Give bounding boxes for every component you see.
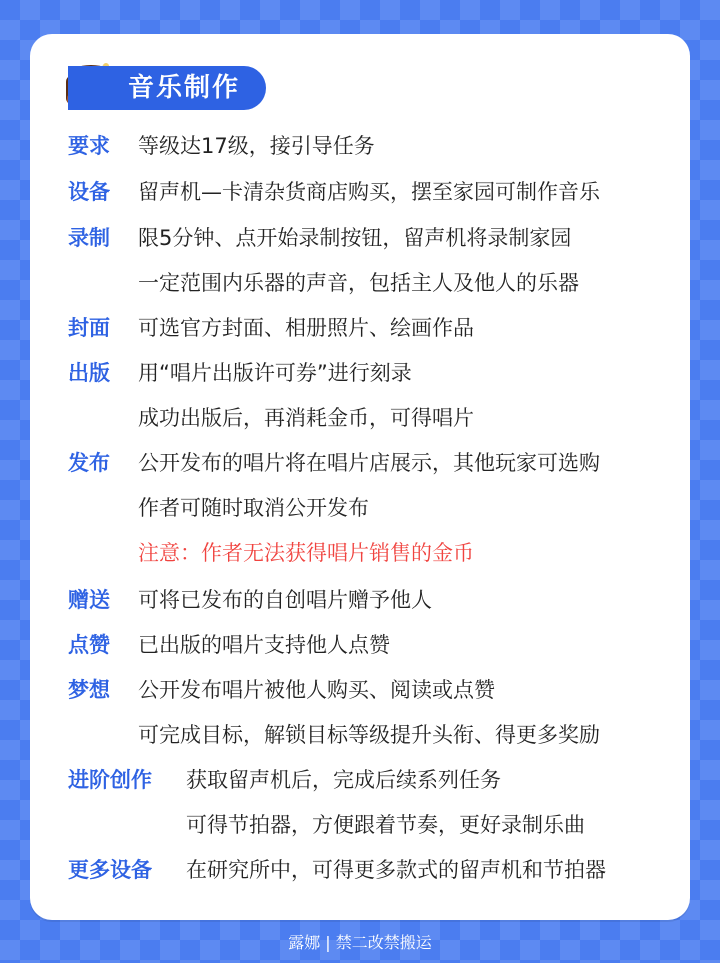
rule-text: 留声机—卡清杂货商店购买，摆至家园可制作音乐 bbox=[138, 180, 600, 204]
rule-text: 成功出版后，再消耗金币，可得唱片 bbox=[138, 406, 474, 430]
rule-text: 作者可随时取消公开发布 bbox=[138, 496, 369, 520]
rule-label: 梦想 bbox=[68, 678, 110, 702]
rule-label: 进阶创作 bbox=[68, 768, 152, 792]
rule-label: 要求 bbox=[68, 134, 110, 158]
rule-text: 可完成目标，解锁目标等级提升头衔、得更多奖励 bbox=[138, 723, 600, 747]
rule-text: 获取留声机后，完成后续系列任务 bbox=[186, 768, 501, 792]
rule-text: 可选官方封面、相册照片、绘画作品 bbox=[138, 316, 474, 340]
rule-label: 发布 bbox=[68, 451, 110, 475]
rule-text: 公开发布的唱片将在唱片店展示，其他玩家可选购 bbox=[138, 451, 600, 475]
rule-text: 已出版的唱片支持他人点赞 bbox=[138, 633, 390, 657]
warning-note: 注意：作者无法获得唱片销售的金币 bbox=[138, 541, 474, 565]
rule-text: 等级达17级，接引导任务 bbox=[138, 134, 375, 158]
page-title: 音乐制作 bbox=[68, 66, 266, 110]
rule-text: 限5分钟、点开始录制按钮，留声机将录制家园 bbox=[138, 226, 572, 250]
rule-label: 赠送 bbox=[68, 588, 110, 612]
rule-text: 一定范围内乐器的声音，包括主人及他人的乐器 bbox=[138, 271, 579, 295]
footer-credit: 露娜 | 禁二改禁搬运 bbox=[288, 933, 432, 952]
rule-text: 在研究所中，可得更多款式的留声机和节拍器 bbox=[186, 858, 606, 882]
rule-text: 用“唱片出版许可券”进行刻录 bbox=[138, 361, 412, 385]
rule-label: 封面 bbox=[68, 316, 110, 340]
rule-label: 更多设备 bbox=[68, 858, 152, 882]
rule-text: 公开发布唱片被他人购买、阅读或点赞 bbox=[138, 678, 495, 702]
rule-label: 录制 bbox=[68, 226, 110, 250]
rule-label: 点赞 bbox=[68, 633, 110, 657]
rule-text: 可得节拍器，方便跟着节奏，更好录制乐曲 bbox=[186, 813, 585, 837]
rule-label: 设备 bbox=[68, 180, 110, 204]
rule-label: 出版 bbox=[68, 361, 110, 385]
rule-text: 可将已发布的自创唱片赠予他人 bbox=[138, 588, 432, 612]
